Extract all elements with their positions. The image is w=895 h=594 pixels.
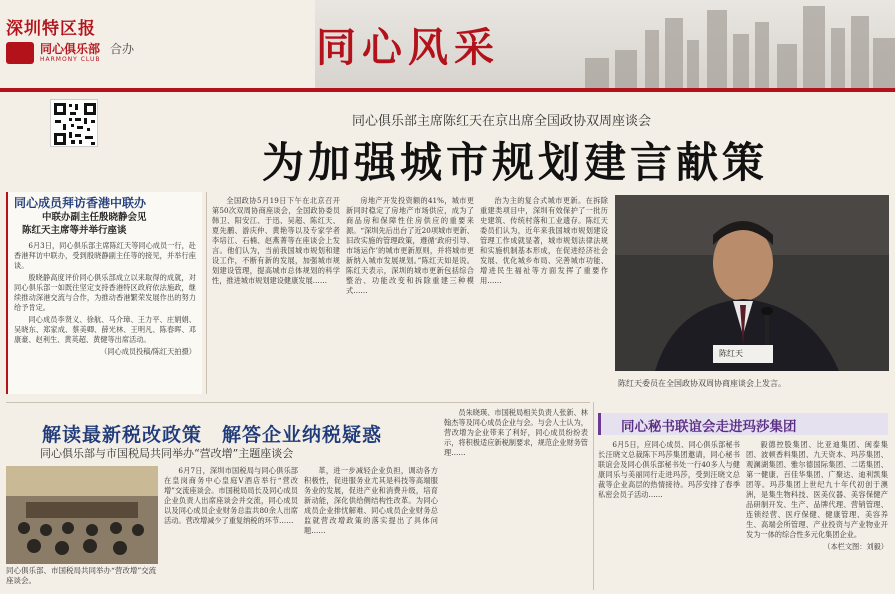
tax-story-paragraph: 员朱晓瑛、市国税局相关负责人张新、林翰杰等及同心成员企业与会。与会人士认为，营改增为企业带来了利好，同心成员纷纷表示，将积极适应新税制要求，规范企业财务管理…… <box>444 408 588 457</box>
tax-story-column-3 <box>444 408 588 590</box>
section-divider <box>6 402 590 403</box>
harmony-club-logo-icon <box>6 42 34 64</box>
lead-paragraph: 全国政协5月19日下午在北京召开第50次双周协商座谈会，全国政协委员韩卫、阳安江、于迅、吴超、陈红天、夏先鹏、游庆仲、黄艳等以及专家学者李培江、石楠、赵燕菁等在座谈会上发言。他们认为，当前我国城市规划和建设工作，不断有新的发展，加强城市规划建设管理，提高城市总体规划的科学性，推进城市规划建设健康发展…… <box>212 196 340 285</box>
lead-photo-caption: 陈红天委员在全国政协双周协商座谈会上发言。 <box>618 379 786 388</box>
nameplate: 陈红天 <box>719 349 743 358</box>
left-story-credit: （同心成员投稿/陈红天拍摄） <box>100 347 196 356</box>
left-story-body <box>14 241 196 357</box>
secretary-story-column-2 <box>746 440 888 590</box>
tax-story-photo <box>6 466 158 564</box>
tax-story-photo-caption: 同心俱乐部、市国税局共同举办“营改增”交流座谈会。 <box>6 566 157 585</box>
qr-code-icon <box>50 99 98 147</box>
left-story-paragraph: 殷晓静高度评价同心俱乐部成立以来取得的成就，对同心俱乐部一如既往坚定支持香港特区政府依法施政，继续推动深港交流与合作，为推动香港繁荣发展作出的努力给予肯定。 <box>14 273 196 312</box>
masthead-band <box>0 88 895 92</box>
lead-column-1 <box>212 196 340 392</box>
tax-story-paragraph: 革，进一步减轻企业负担，调动各方积极性，促进服务业尤其是科技等高端服务业的发展，促进产业和消费升级，培育新动能，深化供给侧结构性改革。为同心成员企业排忧解难、同心成员企业财务总监就营改增政策的落实提出了具体问题…… <box>304 466 438 535</box>
left-story-paragraph: 6月3日，同心俱乐部主席陈红天等同心成员一行，赴香港拜访中联办，受到殷晓静副主任等的接见，并举行座谈。 <box>14 241 196 270</box>
lead-kicker: 同心俱乐部主席陈红天在京出席全国政协双周座谈会 <box>352 114 652 129</box>
section-title: 同心风采 <box>316 24 500 71</box>
secretary-story-title: 同心秘书联谊会走进玛莎集团 <box>598 413 888 435</box>
column-divider <box>206 192 207 394</box>
lead-paragraph: 治为主的复合式城市更新。在拆除重建类项目中，深圳有效保护了一批历史建筑、传统村落和工业遗存。陈红天委员们认为，近年来我国城市规划建设管理工作成就显著，城市规划法律法规和实施机制基本形成，在促进经济社会发展、优化城乡布局、完善城市功能、增进民生福祉等方面发挥了重要作用…… <box>480 196 608 285</box>
lead-column-3 <box>480 196 608 392</box>
brand-secondary-en: HARMONY CLUB <box>40 56 101 63</box>
lead-paragraph: 房地产开发投资额的41%，城市更新同时稳定了房地产市场供应，成为了商品房和保障性住房供应的重要来源。“深圳先后出台了近20项城市更新、旧改实施的管理政策，遵循‘政府引导、市场运作’的城市更新原则，并将城市更新纳入城市发展规划。”陈红天如是说。陈红天表示，深圳的城市更新包括综合整治、功能改变和拆除重建三种模式…… <box>346 196 474 295</box>
lead-photo <box>615 195 889 371</box>
tax-story-paragraph: 6月7日，深圳市国税局与同心俱乐部在皇岗商务中心皇庭V酒店举行“营改增”交流座谈会。市国税局局长及同心成员企业负责人出席座谈会并交流，同心成员以及同心成员企业财务总监共80余人出席活动。营改增减少了重复纳税的环节…… <box>164 466 298 525</box>
brand-primary: 深圳特区报 <box>6 19 96 39</box>
tax-story-subtitle: 同心俱乐部与市国税局共同举办“营改增”主题座谈会 <box>40 447 294 460</box>
left-story-subtitle: 中联办副主任殷晓静会见 <box>42 212 147 223</box>
left-story-subtitle-2: 陈红天主席等并举行座谈 <box>22 225 127 236</box>
secretary-story-credit: （本栏文图：刘毅） <box>823 542 888 551</box>
left-story-title: 同心成员拜访香港中联办 <box>14 196 147 210</box>
secretary-story-paragraph: 6月5日，应同心成员、同心俱乐部秘书长汪晓文总裁陈下玛莎集团邀请，同心秘书联谊会及同心俱乐部秘书处一行40多人与健康同乐与美丽同行走进玛莎，受到汪晓文总裁等企业高层的热情接待。玛莎安排了春季私密会员子活动…… <box>598 440 740 499</box>
left-story <box>6 192 202 394</box>
co-organizer-label: 合办 <box>110 42 135 56</box>
tax-story-title: 解读最新税改政策 解答企业纳税疑惑 <box>42 424 383 446</box>
lead-column-2 <box>346 196 474 392</box>
brand-secondary: 同心俱乐部 <box>40 42 101 56</box>
secretary-story-column-1 <box>598 440 740 590</box>
tax-story-column-2 <box>304 466 438 590</box>
masthead <box>0 0 895 88</box>
left-story-paragraph: 同心成员李贤义、徐航、马介璋、王力平、庄娟娟、吴晓东、郑家成、蔡美卿、薛光林、王明凡、陈春晖、邓康豪、赵利生、黄英超、黄健等出席活动。 <box>14 315 196 344</box>
lead-headline: 为加强城市规划建言献策 <box>262 138 769 187</box>
secretary-story-paragraph: 毅德控股集团、比亚迪集团、闽泰集团、波顿香料集团、九天资本、玛莎集团、观澜湖集团、雅尔德国际集团、二诺集团、第一健康、百佳华集团、广聚达、迪利凯集团等。玛莎集团上世纪九十年代初创于澳洲，是集生物科技、医美仪器、美容保健产品研制开发、生产、品牌代理、营销管理、连锁经营、医疗保健、健康管理、美容养生、高端会所管理、产业投资与产业物业开发为一体的综合性多元化集团企业。 <box>746 440 888 539</box>
column-divider <box>593 402 594 590</box>
tax-story-column-1 <box>164 466 298 590</box>
